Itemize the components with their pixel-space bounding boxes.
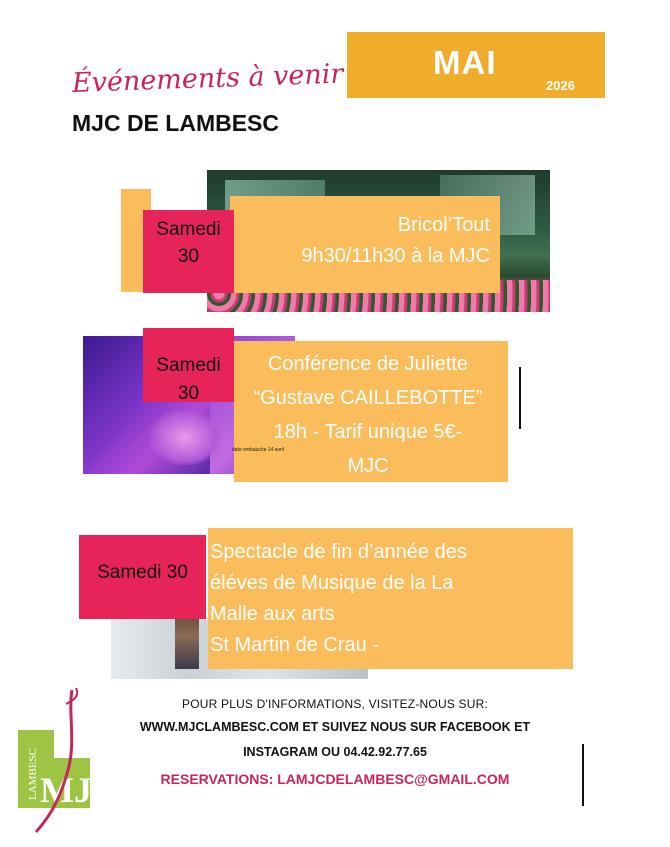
event-3-line-1: Spectacle de fin d’année des (210, 541, 467, 563)
vertical-rule (582, 744, 584, 806)
event-2-location: MJC (347, 455, 389, 477)
event-1-date (143, 216, 234, 270)
event-2-daynum: 30 (177, 383, 200, 404)
event-3-line-2: éléves de Musique de la La (210, 572, 454, 594)
event-2-small-note: date embauche 14 avril (232, 447, 284, 453)
event-2-subject: “Gustave CAILLEBOTTE” (253, 387, 483, 409)
footer-phone: INSTAGRAM OU 04.42.92.77.65 (243, 745, 427, 759)
event-2-weekday: Samedi (156, 355, 221, 376)
event-3-date: Samedi 30 (97, 562, 188, 583)
logo-letters: MJC (40, 770, 118, 810)
organization-name: MJC DE LAMBESC (72, 110, 280, 136)
logo-vertical-text: LAMBESC (27, 748, 39, 800)
event-3-details (210, 537, 570, 661)
footer-reservations: RESERVATIONS: LAMJCDELAMBESC@GMAIL.COM (160, 771, 510, 787)
footer-info: POUR PLUS D'INFORMATIONS, VISITEZ-NOUS SUR: (181, 697, 489, 711)
mjc-logo-graphic (14, 682, 118, 842)
event-2-title: Conférence de Juliette (267, 353, 469, 375)
event-2-time-price: 18h - Tarif unique 5€- (273, 421, 463, 443)
event-3-photo-figure (175, 613, 199, 669)
footer-website: WWW.MJCLAMBESC.COM ET SUIVEZ NOUS SUR FACEBOOK ET (139, 720, 531, 734)
event-3-line-4: St Martin de Crau - (210, 634, 379, 656)
event-1-time: 9h30/11h30 à la MJC (301, 245, 490, 267)
event-1-weekday: Samedi (156, 219, 221, 240)
month-label: MAI (433, 44, 497, 81)
event-1-daynum: 30 (177, 246, 200, 267)
event-2-details (234, 347, 502, 483)
mjc-logo (14, 682, 118, 842)
event-1-details (232, 210, 490, 272)
events-heading: Événements à venir (71, 58, 344, 99)
event-3-line-3: Malle aux arts (210, 603, 335, 625)
event-1-title: Bricol’Tout (397, 214, 490, 236)
vertical-rule (519, 367, 521, 429)
event-2-date (143, 352, 234, 408)
event-2-photo-detail (150, 410, 220, 465)
year-label: 2026 (546, 78, 575, 93)
